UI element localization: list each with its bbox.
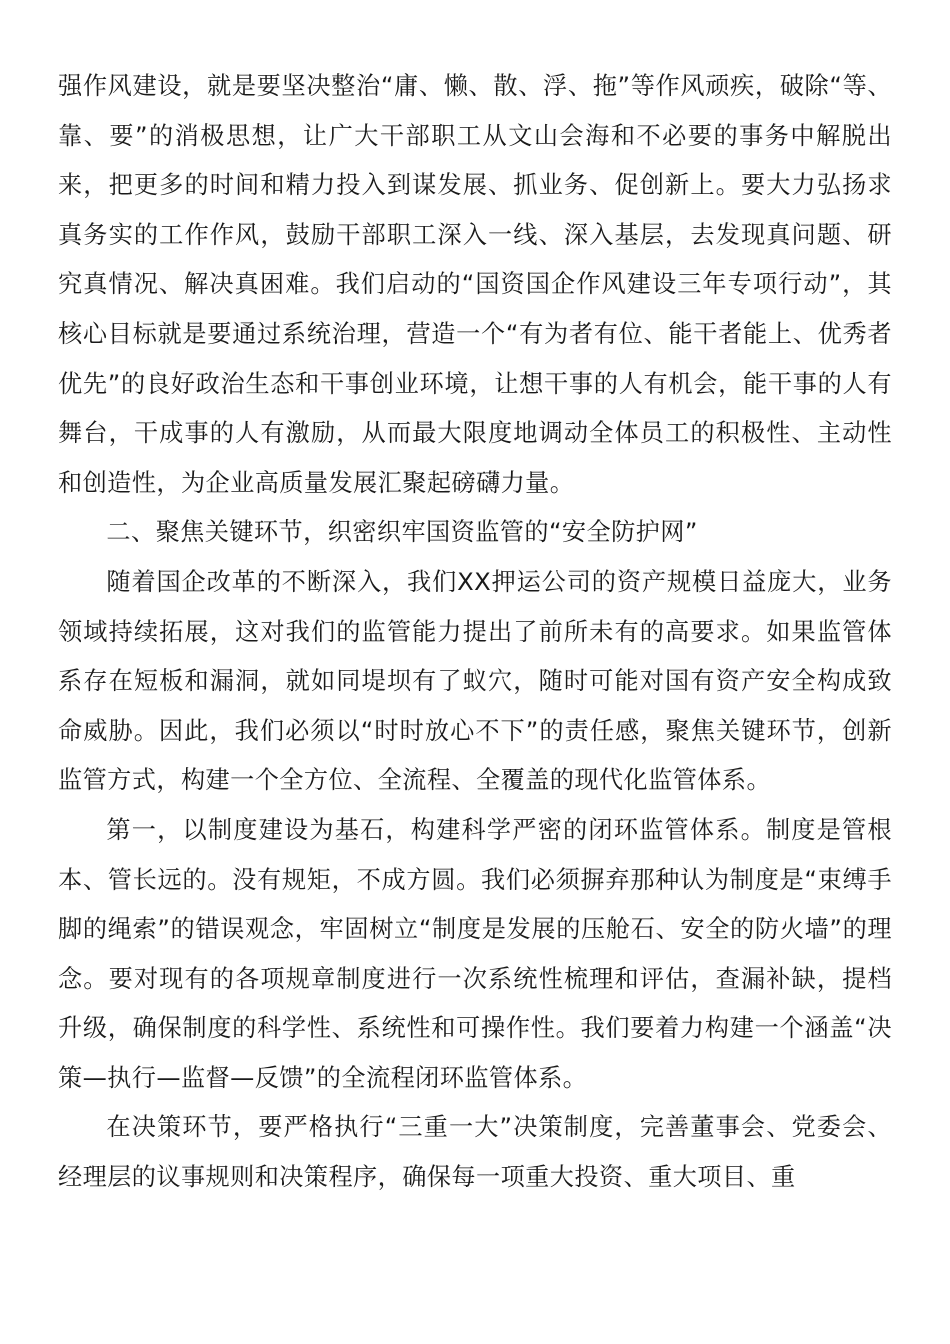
paragraph-work-style: 强作风建设，就是要坚决整治“庸、懒、散、浮、拖”等作风顽疾，破除“等、靠、要”的消极思想，让广大干部职工从文山会海和不必要的事务中解脱出来，把更多的时间和精力投入到谋发展、抓业务、促创新上。要大力弘扬求真务实的工作作风，鼓励干部职工深入一线、深入基层，去发现真问题、研究真情况、解决真困难。我们启动的“国资国企作风建设三年专项行动”，其核心目标就是要通过系统治理，营造一个“有为者有位、能干者能上、优秀者优先”的良好政治生态和干事创业环境，让想干事的人有机会，能干事的人有舞台，干成事的人有激励，从而最大限度地调动全体员工的积极性、主动性和创造性，为企业高质量发展汇聚起磅礴力量。 <box>58 72 892 497</box>
document-page <box>58 62 892 1203</box>
paragraph-decision-stage: 在决策环节，要严格执行“三重一大”决策制度，完善董事会、党委会、经理层的议事规则和决策程序，确保每一项重大投资、重大项目、重 <box>58 1113 892 1192</box>
paragraph-institution-building: 第一，以制度建设为基石，构建科学严密的闭环监管体系。制度是管根本、管长远的。没有规矩，不成方圆。我们必须摒弃那种认为制度是“束缚手脚的绳索”的错误观念，牢固树立“制度是发展的压舱石、安全的防火墙”的理念。要对现有的各项规章制度进行一次系统性梳理和评估，查漏补缺，提档升级，确保制度的科学性、系统性和可操作性。我们要着力构建一个涵盖“决策—执行—监督—反馈”的全流程闭环监管体系。 <box>58 815 892 1092</box>
paragraph-supervision-intro: 随着国企改革的不断深入，我们XX押运公司的资产规模日益庞大，业务领域持续拓展，这对我们的监管能力提出了前所未有的高要求。如果监管体系存在短板和漏洞，就如同堤坝有了蚁穴，随时可能对国有资产安全构成致命威胁。因此，我们必须以“时时放心不下”的责任感，聚焦关键环节，创新监管方式，构建一个全方位、全流程、全覆盖的现代化监管体系。 <box>58 567 892 795</box>
section-heading-two: 二、聚焦关键环节，织密织牢国资监管的“安全防护网” <box>106 518 698 547</box>
